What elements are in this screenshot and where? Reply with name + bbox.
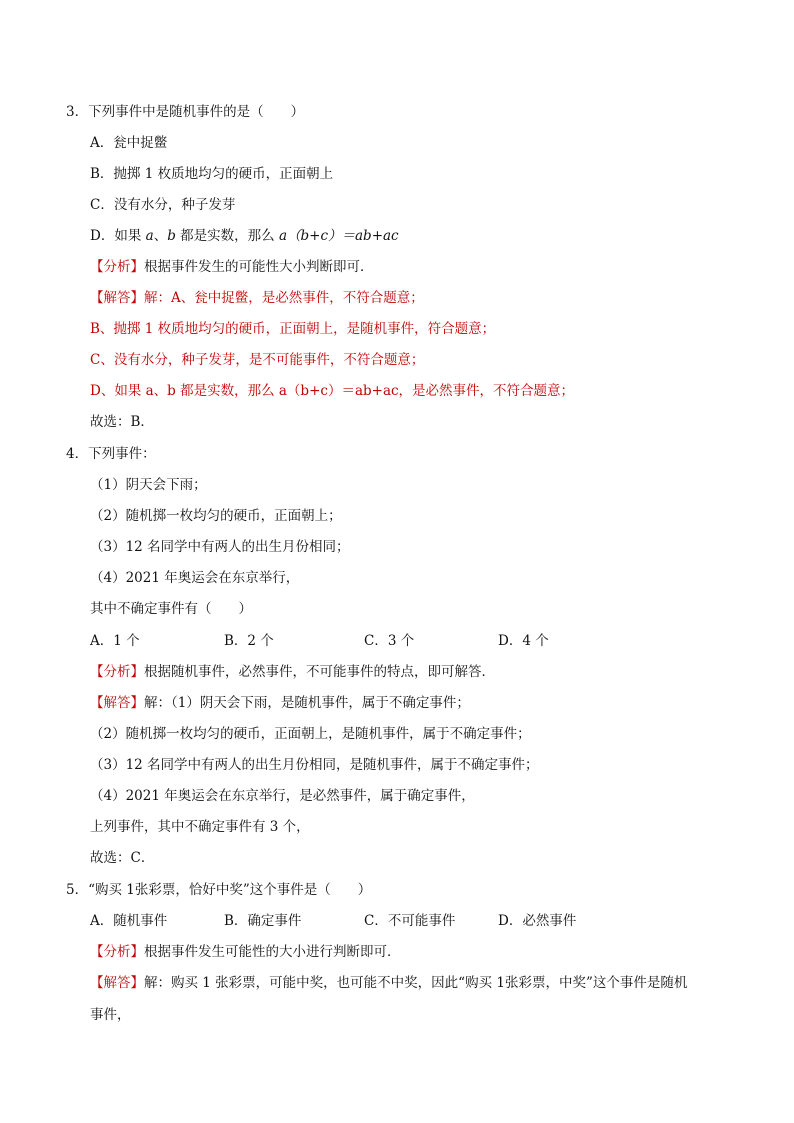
q4-option-c: C．3 个 [364,633,415,649]
q4-option-d: D．4 个 [498,633,549,649]
q3-option-b: B．抛掷 1 枚质地均匀的硬币，正面朝上 [90,166,334,182]
q4-conclusion: 故选：C． [90,850,155,866]
q4-stem: 4．下列事件： [66,446,156,462]
q3-conclusion: 故选：B． [90,414,154,430]
q3-solution: 【解答】解：A、瓮中捉鳖，是必然事件，不符合题意； [90,290,424,306]
q4-solution-line: （2）随机掷一枚均匀的硬币，正面朝上，是随机事件，属于不确定事件； [90,726,531,742]
solution-tag: 【解答】 [90,975,144,991]
q4-analysis: 【分析】根据随机事件，必然事件，不可能事件的特点，即可解答． [90,664,495,680]
q3-option-a: A．瓮中捉鳖 [90,135,168,151]
q3-option-c: C．没有水分，种子发芽 [90,197,236,213]
q5-option-c: C．不可能事件 [364,913,456,929]
q5-solution: 【解答】解：购买 1 张彩票，可能中奖，也可能不中奖，因此“购买 1张彩票，中奖”这个事件是随机 [90,975,688,991]
q4-option-b: B．2 个 [224,633,274,649]
q3-solution-line: C、没有水分，种子发芽，是不可能事件，不符合题意； [90,352,425,368]
q4-question: 其中不确定事件有（ ） [90,601,252,617]
q3-stem: 3．下列事件中是随机事件的是（ ） [66,104,305,120]
q4-solution-line: （4）2021 年奥运会在东京举行，是必然事件，属于确定事件， [90,788,475,804]
q4-item: （3）12 名同学中有两人的出生月份相同； [90,539,350,555]
q5-option-b: B．确定事件 [224,913,302,929]
q5-solution-line: 事件， [90,1007,131,1023]
analysis-tag: 【分析】 [90,944,144,960]
analysis-tag: 【分析】 [90,259,144,275]
q4-solution: 【解答】解：（1）阴天会下雨，是随机事件，属于不确定事件； [90,695,470,711]
q5-option-a: A．随机事件 [90,913,168,929]
q5-option-d: D．必然事件 [498,913,577,929]
q4-summary: 上列事件，其中不确定事件有 3 个， [90,819,310,835]
q3-option-d: D．如果 a、b 都是实数，那么 a（b+c）＝ab+ac [90,228,399,244]
q4-option-a: A．1 个 [90,633,140,649]
solution-tag: 【解答】 [90,695,144,711]
analysis-tag: 【分析】 [90,664,144,680]
q4-solution-line: （3）12 名同学中有两人的出生月份相同，是随机事件，属于不确定事件； [90,757,539,773]
q4-item: （1）阴天会下雨； [90,477,207,493]
q4-item: （4）2021 年奥运会在东京举行， [90,570,300,586]
q5-analysis: 【分析】根据事件发生可能性的大小进行判断即可． [90,944,401,960]
q3-analysis: 【分析】根据事件发生的可能性大小判断即可． [90,259,374,275]
q3-solution-line: B、抛掷 1 枚质地均匀的硬币，正面朝上，是随机事件，符合题意； [90,321,496,337]
q5-stem: 5．“购买 1张彩票，恰好中奖”这个事件是（ ） [66,882,372,898]
q4-item: （2）随机掷一枚均匀的硬币，正面朝上； [90,508,342,524]
solution-tag: 【解答】 [90,290,144,306]
q3-solution-line: D、如果 a、b 都是实数，那么 a（b+c）＝ab+ac，是必然事件，不符合题意； [90,383,575,399]
